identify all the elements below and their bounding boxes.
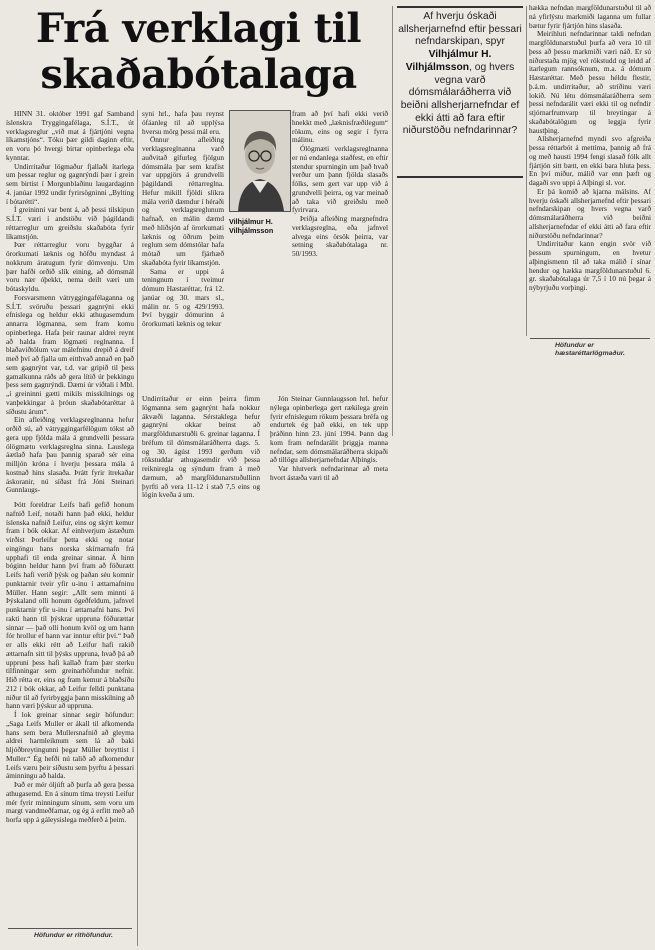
column-divider — [137, 110, 138, 946]
paragraph: Í lok greinar sinnar segir höfundur: „Saga Leifs Muller er ákall til afkomenda hans sem bera Mullersnafnið að gleyma aldrei harmleiknum sem lá að baki hljóðbreytingunni þegar Müller breyttist í Muller.“ Ég hefði nú talið að afkomendur Leifs væru þeir síðustu sem þyrftu á þessari áminningu að halda. — [6, 710, 134, 781]
paragraph: Var hlutverk nefndarinnar að meta hvort ástæða væri til að — [270, 464, 388, 482]
article-column-5 — [397, 178, 522, 433]
article-column-4 — [529, 4, 651, 334]
paragraph: Er þá komið að kjarna málsins. Af hverju óskaði allsherjarnefnd eftir þessari nefndarskipan og hvers vegna varð dómsmálaráðherra við beiðni allsherjarnefndar ef ekki átti að fara eftir niðurstöðu nefndarinnar? — [529, 186, 651, 240]
column-divider — [392, 6, 393, 436]
author-signature: Höfundur er hæstaréttarlögmaður. — [555, 342, 625, 357]
paragraph: Allsherjarnefnd myndi svo afgreiða þessa réttarbót á mettíma, þannig að frá og með hausti 1994 fengi slasað fólk allt fjártjón sitt bætt, en ekki bara hluta þess. En því miður, málið var enn þæft og dagaði svo uppi á Alþingi sl. vor. — [529, 134, 651, 187]
article-column-lower — [142, 395, 388, 945]
article-column-3 — [292, 110, 388, 390]
paragraph: Undirritaður er einn þeirra fimm lögmanna sem gagnrýnt hafa nokkur ákvæði laganna. Sérstaklega hefur gagnrýni okkar beinst að margföldunarstuðli 6. greinar laganna. Í bréfum til dómsmálaráðherra dags. 5. og 30. ágúst 1993 gerðum við rökstuddar athugasemdir við þessa reikniregla og sýndum fram á með dæmum, að margföldunarstuðullinn þyrfti að vera 11-12 í stað 7,5 eins og lögin kveða á um. — [142, 395, 260, 500]
photo-caption: Vilhjálmur H. Vilhjálmsson — [229, 217, 274, 235]
paragraph: Undirritaður kann engin svör við þessum spurningum, en hvetur alþingismenn til að taka málið í sínar hendur og hækka margföldunarstuðul 6. gr. skaðabótalaga úr 7,5 í 10 nú þegar á nýbyrjuðu vorþingi. — [529, 239, 651, 292]
portrait-image — [230, 111, 290, 211]
pull-quote-name: Vilhjálmur H. Vilhjálmsson — [405, 49, 492, 73]
paragraph: Meirihluti nefndarinnar taldi nefndan margföldunarstuðul þurfa að vera 10 til þess að þessu markmiði væri náð. Er sú niðurstaða mjög vel rökstudd og leidd af itarlegum rannsóknum, m.a. á dómum Hæstaréttar. Með þessu héldu flestir, þ.á.m. undirritaður, að stríðinu væri lokið. Nú létu dómsmálaráðherra sem þessi nefndarálit væri ekki til og nefndir stjórnarfrumvarp til breytingar á skaðabótalögum og leggja fyrir haustþing. — [529, 29, 651, 135]
paragraph: Forsvarsmenn vátryggingafélaganna og S.Í.T. svöruðu þessari gagnrýni ekki efnislega og heldur ekki athugasemdum annarra lögmanna, sem fram komu opinberlega. Hafa þeir raunar aldrei reynt að halda fram lögmæti reglnanna. Í blaðaviðtölum var málefninu drepið á dreif með því að fjalla um eitthvað annað en það sem gagnrýnt var, t.d. var gripið til þess gamalkunna ráðs að gera lítið úr þekkingu þess sem gagnrýndi. Dæmi úr viðtali í Mbl. „í greininni gætti mikils misskilnings og vanþekkingar á þróun skaðabótaréttar á síðustu árum“. — [6, 292, 134, 416]
signature-rule — [530, 338, 650, 339]
pull-quote-lead: Af hverju óskaði allsherjarnefnd eftir þessari nefndarskipan, spyr — [398, 11, 522, 48]
paragraph: Þær réttarreglur voru byggðar á örorkumati læknis og höfðu myndast á nokkrum áratugum fyrir dómvenju. Um þær hafði orðið slík eining, að dómsmál voru nær óþekkt, nema deilt væri um bótaskyldu. — [6, 240, 134, 293]
signature-rule — [8, 928, 132, 929]
paragraph: hækka nefndan margföldunarstuðul til að ná yfirlýstu markmiði laganna um fullar bætur fyrir fjártjón hins slasaða. — [529, 4, 651, 30]
paragraph: HINN 31. október 1991 gaf Samband íslenskra Tryggingafélaga, S.Í.T., út verklagsreglur „við mat á fjártjóni vegna líkamstjóns“. Tóku þær gildi daginn eftir, en voru þó hvergi birtar opinberlega eða kynntar. — [6, 110, 134, 162]
article-column-1 — [6, 110, 134, 945]
pull-quote — [397, 6, 523, 178]
paragraph: Þriðja afleiðing margnefndra verklagsreglna, eða jafnvel alvega eins örsök þeirra, var setning skaðabótalaga nr. 50/1993. — [292, 214, 388, 258]
paragraph: Ólögmæti verklagsreglnanna er nú endanlega staðfest, en eftir stendur spurningin um það hvað verður um þann fjölda slasaðs fólks, sem gert var upp við á grundvelli þeirra, og var meinað að taka við greiðslu með fyrirvara. — [292, 144, 388, 215]
paragraph: syni hrl., hafa þau reynst ófáanleg til að upplýsa hversu mörg þessi mál eru. — [142, 110, 224, 136]
paragraph: fram að því hafi ekki verið hnekkt með „læknisfræðilegum“ rökum, eins og segir í fyrra málinu. — [292, 110, 388, 145]
paragraph: Sama er uppi á teningnum í tveimur dómum Hæstaréttar, frá 12. janúar og 30. mars sl., málin nr. 5 og 429/1993. Því byggir dómurinn á örorkumati læknis og tekur — [142, 266, 224, 328]
paragraph: Undirritaður lögmaður fjallaði ítarlega um þessar reglur og gagnrýndi þær í grein sem birtist í Morgunblaðinu laugardaginn 4. janúar 1992 undir fyrirsögninni „Bylting í bótarétti“. — [6, 161, 134, 206]
paragraph: Þótt foreldrar Leifs hafi gefið honum nafnið Leif, notaði hann það ekki, heldur íslenska nafnið Leifur, eins og skýrt kemur fram í bók okkar. Af einhverjum ástæðum virðist Þorleifur þetta ekki og notar eingöngu hans norska skírnarnafn frá upphafi til enda greinar sinnar. Á hinn bóginn heldur hann því fram að föðurætt Leifs hafi verið þýsk og þaðan séu komnir punktarnir tveir yfir u-inu í ættarnafninu Müller. Hann segir: „Allt sem minnti á Þýskaland olli honum ógeðfeldum, jafnvel punktarnir yfir u-inu í ættarnafni hans. Því rakti hann til þýskrar uppruna föðurættar sinnar — það olli honum kvöl og um hann fór hrollur ef hann var inntur eftir því.“ Það er alls ekki rétt að Leifur hafi rakið ættarnafn sitt til þýsks uppruna, hvað þá að uppruni þess hafi kallað fram þær sterku tilfinningar sem greinarhöfundur nefnir. Hið rétta er, eins og fram kemur á blaðsíðu 212 í bók okkar, að Leifur felldi punktana niður til að fyrirbyggja þann misskilning að hann væri þýskur að uppruna. — [6, 500, 134, 711]
paragraph: Ein afleiðing verklagsreglnanna hefur orðið sú, að vátryggingarfélögum tókst að gera upp fjölda mála á grundvelli þessara ólögmætu verklagsreglna sinna. Lauslega áætlað hafa þau þannig sparað sér eina milljón króna í hverju þessara mála á kostnað hins slasaða. Þrátt fyrir ítrekaðar áskoranir, nú síðast frá Jóni Steinari Gunnlaugs- — [6, 415, 134, 495]
paragraph: Jón Steinar Gunnlaugsson hrl. hefur nýlega opinberlega gert rækilega grein fyrir efnislegum rökum þessara bréfa og endurtek ég það ekki, en tek upp þráðinn hinn 23. júní 1994. Þann dag kom fram nefndarálit þriggja manna nefndar, sem dómsmálaráðherra skipaði að tillögu allsherjarnefndar Alþingis. — [270, 395, 388, 465]
author-signature: Höfundur er rithöfundur. — [34, 932, 113, 939]
article-column-2 — [142, 110, 224, 390]
paragraph: Það er mér óljúft að þurfa að gera þessa athugasemd. En á sínum tíma treysti Leifur mér fyrir minningum sínum, sem voru um margt vandmeðfarnar, og ég á erfitt með að horfa upp á gáleysislega meðferð á þeim. — [6, 780, 134, 824]
paragraph: Önnur afleiðing verklagsreglnanna varð auðvitað gífurleg fjölgun dómsmála þar sem krafist var uppgjörs á grundvelli þágildandi réttarreglna. Hefur mikill fjöldi slíkra mála verið dæmdur í héraði og verklagsreglunum hafnað, en málin dæmd með hliðsjón af örorkumati læknis og öðrum þeim reglum sem dómstólar hafa mótað um fjárhæð skaðabóta fyrir líkamstjón. — [142, 135, 224, 267]
column-divider — [526, 6, 527, 336]
pull-quote-tail: , og hvers vegna varð dómsmálaráðherra við beiðni allsherjarnefndar ef ekki átti að fara eftir niðurstöðu nefndarinnar? — [400, 61, 520, 137]
paragraph: Í greininni var bent á, að þessi tilskipun S.Í.T. væri í andstöðu við þágildandi réttarreglur um greiðslu skaðabóta fyrir líkamstjón. — [6, 205, 134, 241]
headline: Frá verklagi til skaðabótalaga — [35, 5, 362, 98]
